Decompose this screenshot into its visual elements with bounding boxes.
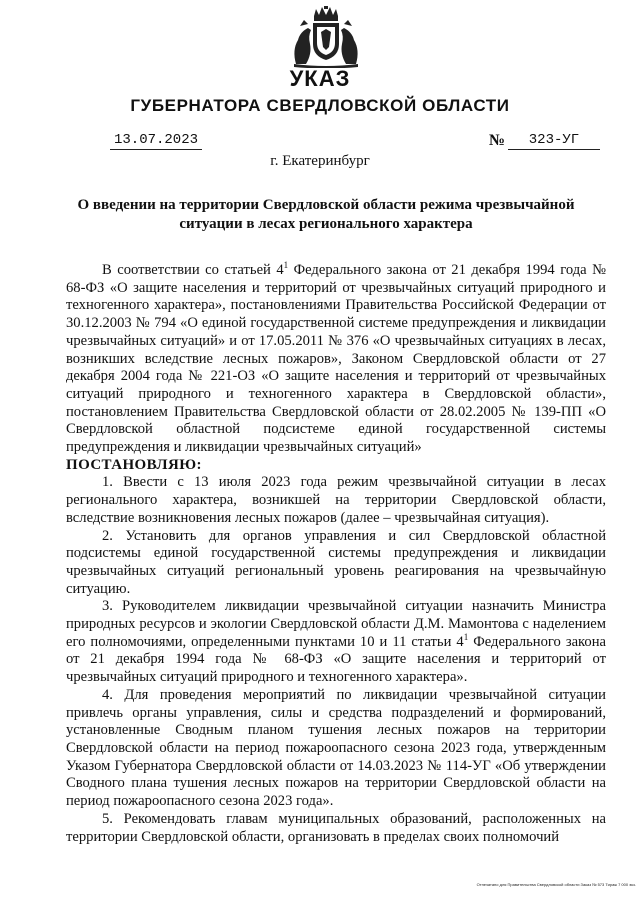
preamble-text-start: В соответствии со статьей 4 (102, 262, 284, 278)
decree-date: 13.07.2023 (110, 132, 202, 150)
item-3 (66, 598, 606, 687)
print-note: Отпечатано для Правительства Свердловской области Заказ № 573 Тираж 7 000 экз. (476, 882, 636, 887)
decree-number: 323-УГ (508, 132, 600, 150)
number-sign: № (489, 132, 506, 149)
preamble-text-end: Федерального закона от 21 декабря 1994 года № 68-ФЗ «О защите населения и территорий от чрезвычайных ситуаций природного и техногенного характера», постановлениями Правительства Российской Федерации от 30.12.2003 № 794 «О единой государственной системе предупреждения и ликвидации чрезвычайных ситуаций» и от 17.05.2011 № 376 «О чрезвычайных ситуациях в лесах, возникших вследствие лесных пожаров», Законом Свердловской области от 27 декабря 2004 года № 221-ОЗ «О защите населения и территорий от чрезвычайных ситуаций природного и техногенного характера в Свердловской области», постановлением Правительства Свердловской области от 28.02.2005 № 139-ПП «О Свердловской областной подсистеме единой государственной системы предупреждения и ликвидации чрезвычайных ситуаций» (66, 262, 606, 456)
issuer-heading: ГУБЕРНАТОРА СВЕРДЛОВСКОЙ ОБЛАСТИ (130, 96, 510, 115)
item-3-text-end: Федерального закона от 21 декабря 1994 года № 68-ФЗ «О защите населения и территорий от чрезвычайных ситуаций природного и техногенного характера». (66, 633, 606, 686)
item-3-superscript: 1 (463, 631, 469, 642)
decree-word: ПОСТАНОВЛЯЮ: (66, 456, 202, 473)
item-2: 2. Установить для органов управления и сил Свердловской областной подсистемы единой государственной системы предупреждения и ликвидации чрезвычайных ситуаций региональный уровень реагирования на чрезвычайную ситуацию. (66, 527, 606, 597)
issue-city: г. Екатеринбург (270, 153, 370, 169)
item-5: 5. Рекомендовать главам муниципальных образований, расположенных на территории Свердловской области, организовать в пределах своих полномочий (66, 810, 606, 845)
document-title: О введении на территории Свердловской области режима чрезвычайной ситуации в лесах регионального характера (77, 197, 575, 232)
coat-of-arms-icon (288, 6, 364, 68)
preamble-superscript: 1 (283, 260, 289, 271)
document-body (66, 262, 606, 846)
item-3-text-start: 3. Руководителем ликвидации чрезвычайной ситуации назначить Министра природных ресурсов и экологии Свердловской области Д.М. Мамонтова с наделением его полномочиями, определенными пунктами 10 и 11 статьи 4 (66, 598, 606, 650)
item-4: 4. Для проведения мероприятий по ликвидации чрезвычайной ситуации привлечь органы управления, силы и средства подразделений и формирований, установленные Сводным планом тушения лесных пожаров на территории Свердловской области на период пожароопасного сезона 2023 года, утвержденным Указом Губернатора Свердловской области от 14.03.2023 № 114-УГ «Об утверждении Сводного плана тушения лесных пожаров на территории Свердловской области на период пожароопасного сезона 2023 года». (66, 686, 606, 810)
preamble-paragraph (66, 262, 606, 457)
decree-heading: УКАЗ (289, 66, 351, 91)
item-1: 1. Ввести с 13 июля 2023 года режим чрезвычайной ситуации в лесах регионального характера, возникшей на территории Свердловской области, вследствие возникновения лесных пожаров (далее – чрезвычайная ситуация). (66, 474, 606, 526)
